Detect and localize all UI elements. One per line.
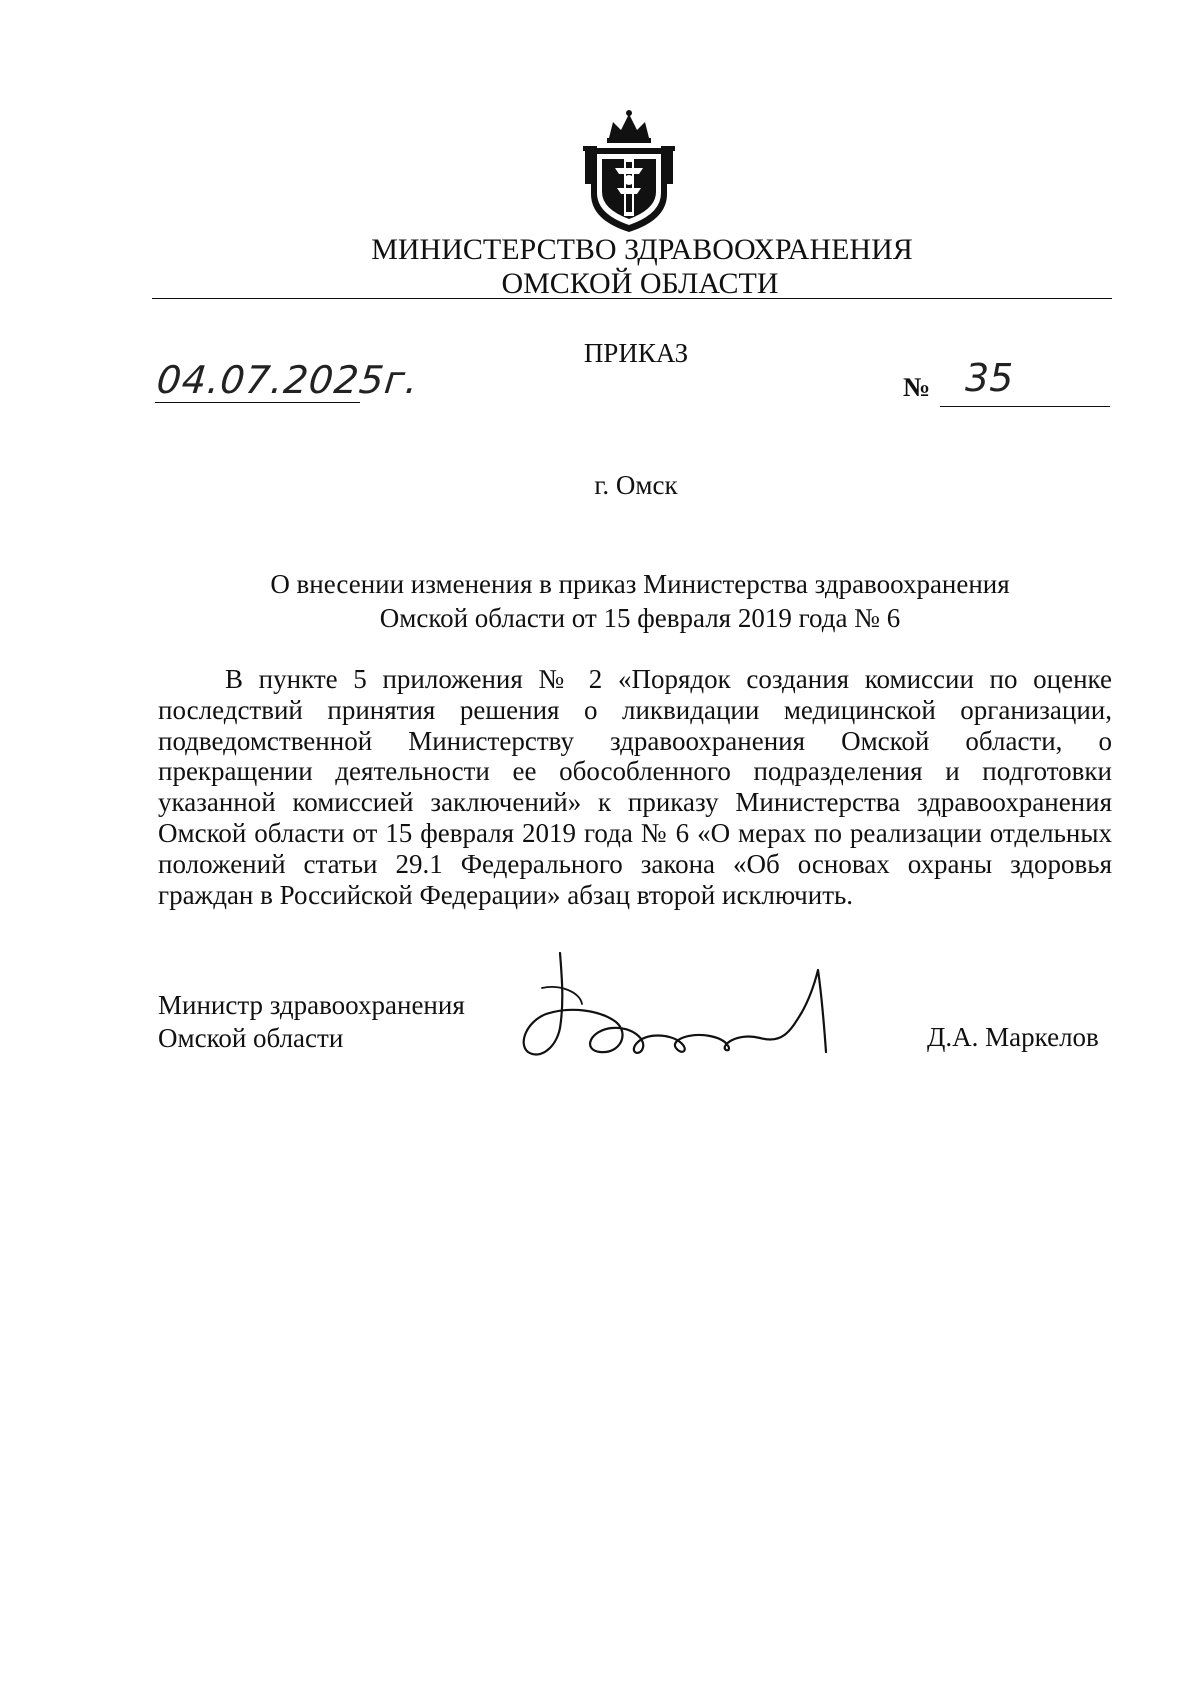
signatory-name: Д.А. Маркелов (927, 1022, 1099, 1052)
date-underline (155, 402, 360, 403)
number-underline (940, 406, 1110, 407)
subject-line1: О внесении изменения в приказ Министерства здравоохранения (270, 569, 1010, 599)
document-number: 35 (965, 356, 1014, 400)
signature-icon (520, 948, 860, 1078)
organization-name-line1: МИНИСТЕРСТВО ЗДРАВООХРАНЕНИЯ (371, 233, 913, 266)
signatory-title-line1: Министр здравоохранения (158, 990, 465, 1020)
header-divider (152, 298, 1112, 299)
coat-of-arms-icon (577, 108, 681, 234)
organization-name-line2: ОМСКОЙ ОБЛАСТИ (501, 267, 779, 300)
document-type: ПРИКАЗ (583, 338, 689, 368)
document-city: г. Омск (594, 470, 678, 500)
document-subject (160, 567, 1120, 635)
signatory-title-line2: Омской области (158, 1023, 344, 1053)
document-date: 04.07.2025г. (154, 358, 421, 402)
document-number-label: № (903, 372, 931, 402)
signatory-title (158, 989, 465, 1055)
subject-line2: Омской области от 15 февраля 2019 года № 6 (379, 603, 901, 633)
body-paragraph: В пункте 5 приложения № 2 «Порядок создания комиссии по оценке последствий принятия решения о ликвидации медицинской организации, подведомственной Министерству здравоохранения Омской области, о прекращении деятельности ее обособленного подразделения и подготовки указанной комиссией заключений» к приказу Министерства здравоохранения Омской области от 15 февраля 2019 года № 6 «О мерах по реализации отдельных положений статьи 29.1 Федерального закона «Об основах охраны здоровья граждан в Российской Федерации» абзац второй исключить. (158, 664, 1112, 910)
